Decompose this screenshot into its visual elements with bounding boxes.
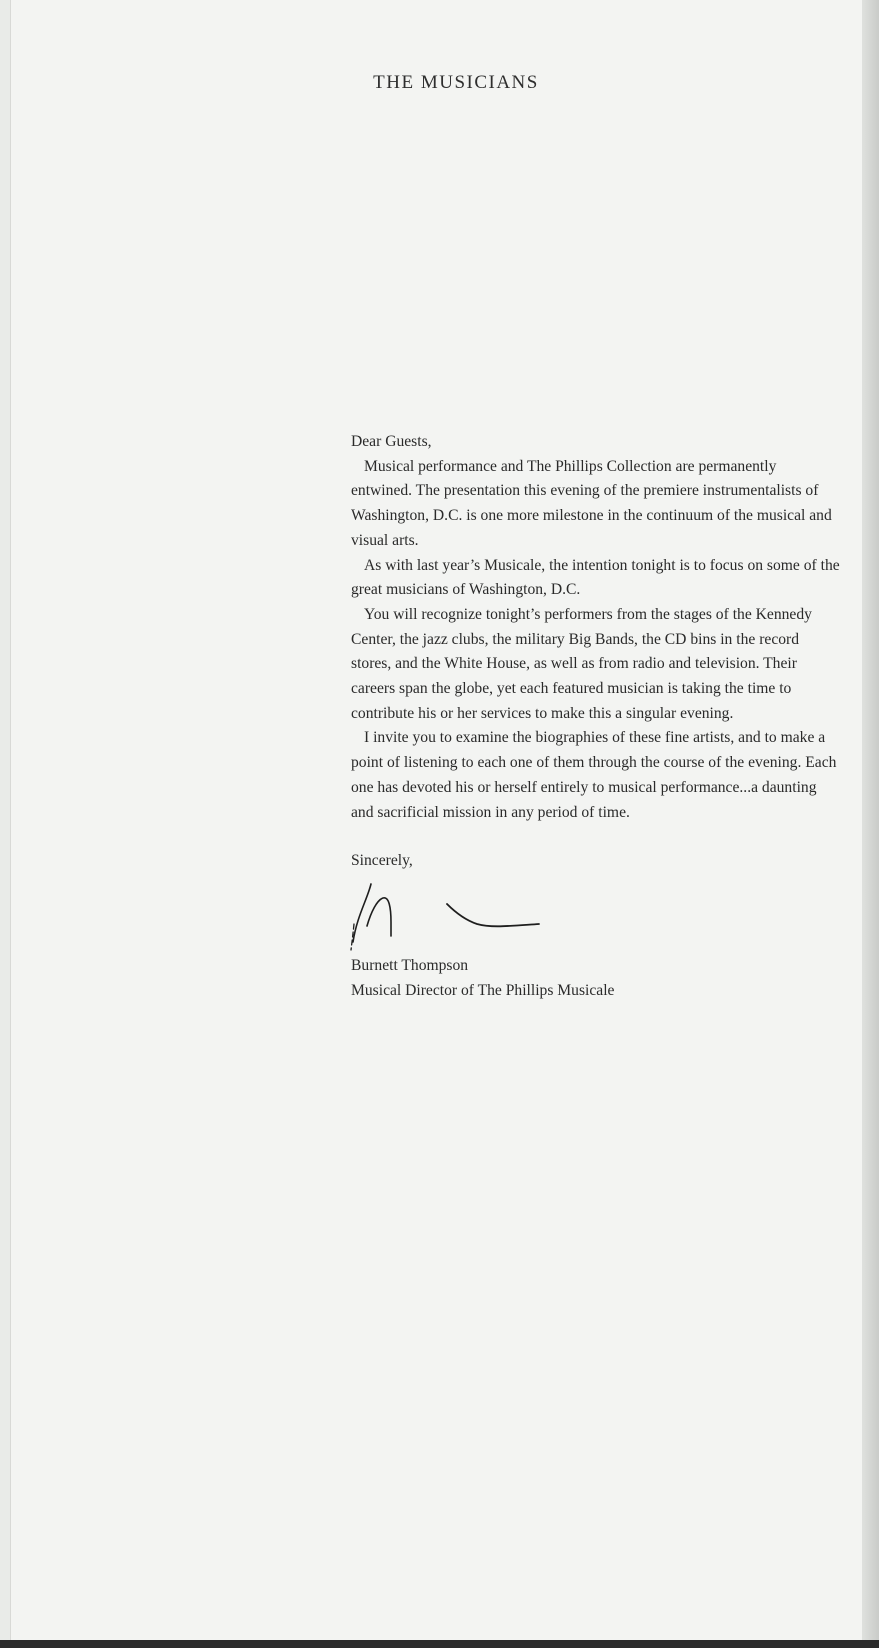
closing: Sincerely, [351,852,413,870]
letter-paragraph-3: You will recognize tonight’s performers from the stages of the Kennedy Center, the jazz clubs, the military Big Bands, the CD bins in the record stores, and the White House, as well as from radio and television. Their careers span the globe, yet each featured musician is taking the time to contribute his or her services to make this a singular evening. [351,605,812,722]
signer-name: Burnett Thompson [351,956,469,974]
salutation: Dear Guests, [351,433,432,450]
letter-paragraph-4: I invite you to examine the biographies of these fine artists, and to make a point of listening to each one of them through the course of the evening. Each one has devoted his or herself entirely to musical performance...a daunting and sacrificial mission in any period of time. [351,729,837,821]
scan-bottom-edge [0,1640,879,1648]
letter-body [351,430,841,1003]
handwritten-signature [347,876,557,954]
letter-paragraph-1: Musical performance and The Phillips Collection are permanently entwined. The presentation this evening of the premiere instrumentalists of Washington, D.C. is one more milestone in the continuum of the musical and visual arts. [351,457,832,549]
page-heading: THE MUSICIANS [373,72,539,93]
signer-title: Musical Director of The Phillips Musicale [351,981,615,999]
letter-paragraph-2: As with last year’s Musicale, the intention tonight is to focus on some of the great musicians of Washington, D.C. [351,556,840,599]
page-edge-shadow [862,0,879,1648]
